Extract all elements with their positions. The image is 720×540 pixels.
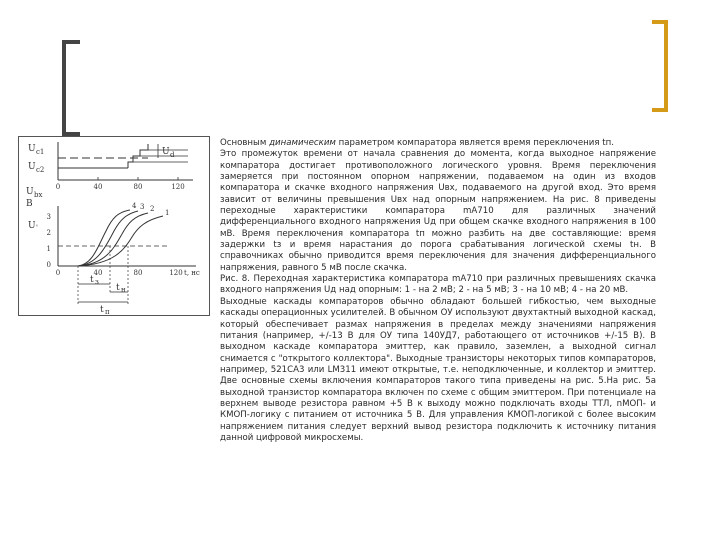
top-tick-120: 120 [171,183,185,191]
bottom-tick-0: 0 [55,269,61,277]
y-tick-2: 2 [46,229,51,237]
top-tick-0: 0 [55,183,61,191]
label-ud: U [162,147,170,157]
label-ud-sub: d [170,151,175,159]
top-tick-40: 40 [93,183,103,191]
article-text [220,138,656,444]
label-uc2: U [28,162,36,172]
label-ubx: U [26,187,34,197]
label-unit-v: B [26,199,33,209]
curve-label-2: 2 [150,205,155,213]
label-uc1-sub: c1 [36,148,45,156]
y-tick-labels [47,213,51,269]
left-bracket-decoration [62,40,80,136]
axis-unit-label: t, нс [184,269,200,277]
label-tn: t [100,305,104,315]
label-th-sub: н [121,286,126,294]
curve-2 [78,213,148,266]
curve-label-1: 1 [165,209,170,217]
curve-3 [78,211,138,266]
label-tn-sub: п [105,308,110,316]
top-tick-labels [56,183,185,191]
y-tick-1: 1 [46,245,51,253]
y-tick-0: 0 [46,261,51,269]
top-tick-80: 80 [133,183,143,191]
curve-label-4: 4 [132,202,137,210]
paragraph-switching-time: Это промежуток времени от начала сравнения до момента, когда выходное напряжение компаратора достигает противоположного логического уровня. Время переключения замеряется при постоянном опорном напряжении, подаваемом на один из входов компаратора и скачке входного напряжения Uвх, подаваемого на другой вход. Это время зависит от величины превышения Uвх над опорным напряжением. На рис. 8 приведены переходные характеристики компаратора mA710 для различных значений дифференциального входного напряжения Uд при общем скачке входного напряжения в 100 мВ. Время переключения компаратора tп можно разбить на две составляющие: время задержки tз и время нарастания до порога срабатывания логической схемы tн. В справочниках обычно приводится время переключения для значения дифференциального напряжения, равного 5 мВ после скачка. [220,149,656,273]
label-uc1: U [28,144,36,154]
label-uout-sub: ' [36,224,38,232]
label-th: t [116,283,120,293]
label-uout: U [28,221,36,231]
label-t3: t [90,275,94,285]
transient-response-figure [18,136,210,316]
bottom-tick-labels [56,269,183,277]
figure-frame [19,137,210,316]
figure-caption: Рис. 8. Переходная характеристика компаратора mA710 при различных превышениях скачка входного напряжения Uд над опорным: 1 - на 2 мВ; 2 - на 5 мВ; 3 - на 10 мВ; 4 - на 20 мВ. [220,274,656,296]
bottom-tick-120: 120 [169,269,183,277]
emphasis-dynamic: динамическим [269,138,336,148]
paragraph-intro: Основным динамическим параметром компаратора является время переключения tп. [220,138,614,148]
label-uc2-sub: c2 [36,166,45,174]
paragraph-output-stages: Выходные каскады компараторов обычно обладают большей гибкостью, чем выходные каскады операционных усилителей. В обычном ОУ используют двухтактный выходной каскад, который обеспечивает размах напряжения в пределах между значениями напряжения питания (например, +/-13 В для ОУ типа 140УД7, работающего от источников +/-15 В). В выходном каскаде компаратора эмиттер, как правило, заземлен, а выходной сигнал снимается с "открытого коллектора". Выходные транзисторы некоторых типов компараторов, например, 521СА3 или LM311 имеют открытые, т.е. неподключенные, и коллектор и эмиттер. Две основные схемы включения компараторов такого типа приведены на рис. 5.На рис. 5а выходной транзистор компаратора включен по схеме с общим эмиттером. При потенциале на верхнем выводе резистора равном +5 В к выходу можно подключать входы ТТЛ, nМОП- и КМОП-логику с питанием от источника 5 В. Для управления КМОП-логикой с более высоким напряжением питания следует верхний вывод резистора подключить к источнику питания данной цифровой микросхемы. [220,296,656,443]
bottom-tick-40: 40 [93,269,103,277]
label-ubx-sub: bx [34,191,43,199]
y-tick-3: 3 [46,213,51,221]
label-t3-sub: з [95,278,99,286]
bottom-tick-80: 80 [133,269,143,277]
right-bracket-decoration [652,20,668,112]
curve-label-3: 3 [140,203,145,211]
